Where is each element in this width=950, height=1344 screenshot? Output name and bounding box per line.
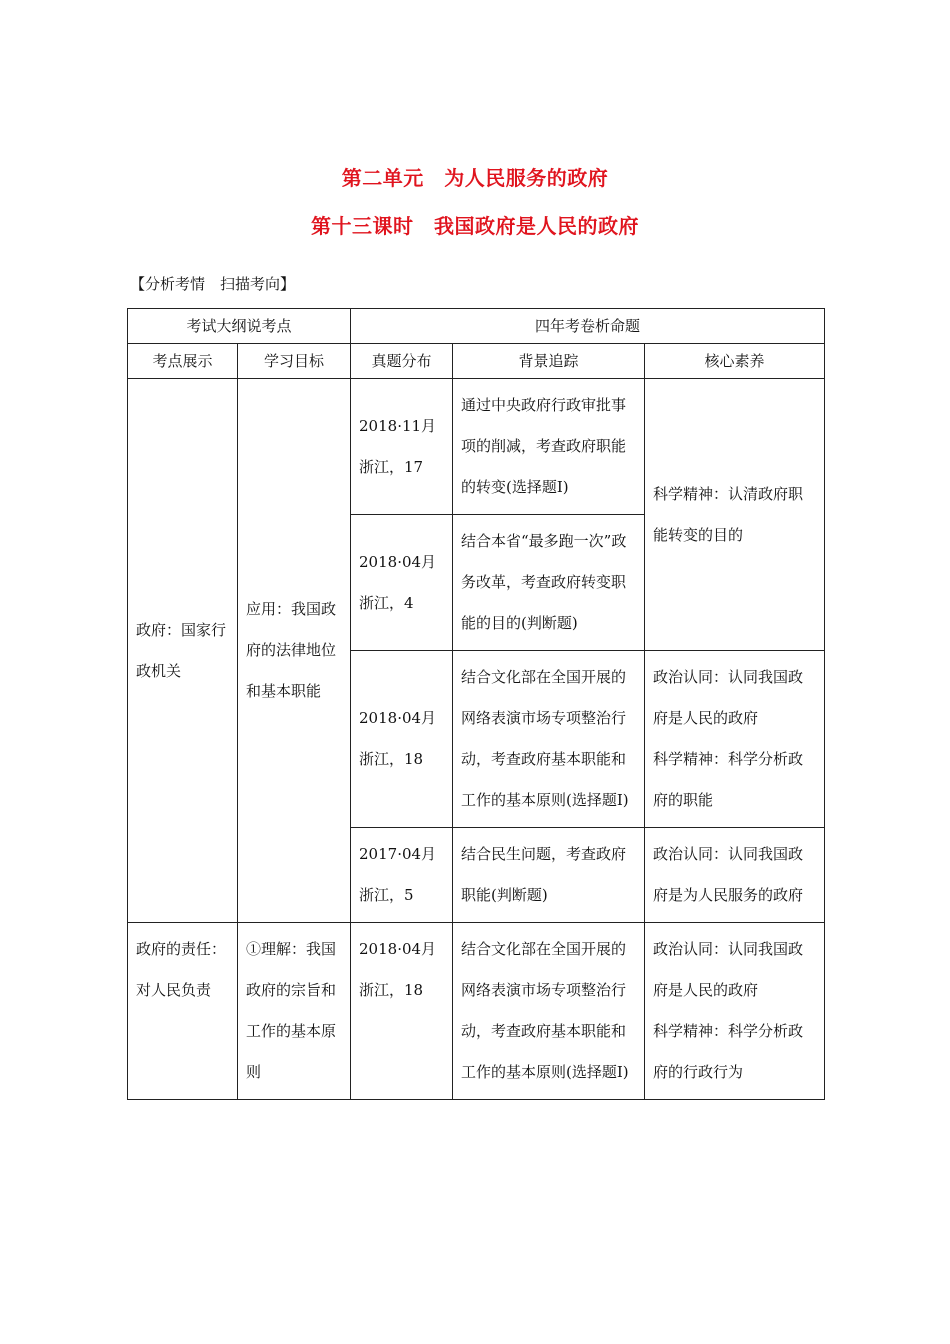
literacy-line: 科学精神：科学分析政府的职能 <box>653 750 804 809</box>
goal-cell: 应用：我国政府的法律地位和基本职能 <box>238 379 351 923</box>
group-header-row <box>128 309 825 344</box>
literacy-cell <box>645 651 825 828</box>
column-header-background: 背景追踪 <box>453 344 645 379</box>
exam-cell: 2018·11月浙江，17 <box>351 379 453 515</box>
literacy-cell <box>645 923 825 1100</box>
column-header-topic: 考点展示 <box>128 344 238 379</box>
background-cell: 结合文化部在全国开展的网络表演市场专项整治行动，考查政府基本职能和工作的基本原则(选择题Ⅰ) <box>453 651 645 828</box>
exam-cell: 2018·04月浙江，4 <box>351 515 453 651</box>
literacy-line: 政治认同：认同我国政府是人民的政府 <box>653 668 804 727</box>
background-cell: 结合文化部在全国开展的网络表演市场专项整治行动，考查政府基本职能和工作的基本原则(选择题Ⅰ) <box>453 923 645 1100</box>
column-header-literacy: 核心素养 <box>645 344 825 379</box>
exam-analysis-table <box>127 308 825 1100</box>
column-header-row <box>128 344 825 379</box>
group-header-syllabus: 考试大纲说考点 <box>128 309 351 344</box>
goal-cell: ①理解：我国政府的宗旨和工作的基本原则 <box>238 923 351 1100</box>
exam-cell: 2018·04月浙江，18 <box>351 923 453 1100</box>
section-heading: 【分析考情 扫描考向】 <box>130 275 296 293</box>
exam-cell: 2017·04月浙江，5 <box>351 828 453 923</box>
literacy-cell: 科学精神：认清政府职能转变的目的 <box>645 379 825 651</box>
unit-title: 第二单元 为人民服务的政府 <box>341 166 609 190</box>
column-header-exam: 真题分布 <box>351 344 453 379</box>
column-header-goal: 学习目标 <box>238 344 351 379</box>
literacy-cell: 政治认同：认同我国政府是为人民服务的政府 <box>645 828 825 923</box>
literacy-line: 科学精神：科学分析政府的行政行为 <box>653 1022 804 1081</box>
table-row <box>128 379 825 515</box>
topic-cell: 政府：国家行政机关 <box>128 379 238 923</box>
exam-cell: 2018·04月浙江，18 <box>351 651 453 828</box>
literacy-line: 政治认同：认同我国政府是人民的政府 <box>653 940 804 999</box>
background-cell: 结合民生问题，考查政府职能(判断题) <box>453 828 645 923</box>
background-cell: 结合本省“最多跑一次”政务改革，考查政府转变职能的目的(判断题) <box>453 515 645 651</box>
table-row <box>128 923 825 1100</box>
background-cell: 通过中央政府行政审批事项的削减，考查政府职能的转变(选择题Ⅰ) <box>453 379 645 515</box>
group-header-exam-analysis: 四年考卷析命题 <box>351 309 825 344</box>
lesson-title: 第十三课时 我国政府是人民的政府 <box>311 214 639 238</box>
topic-cell: 政府的责任：对人民负责 <box>128 923 238 1100</box>
